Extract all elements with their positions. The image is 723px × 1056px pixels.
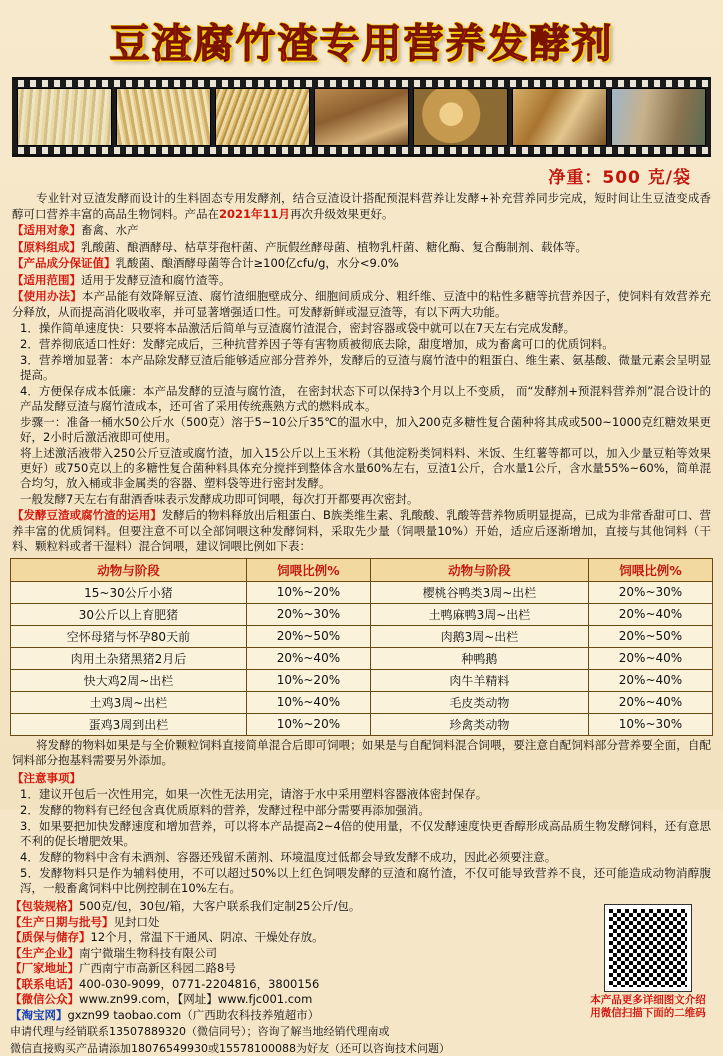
spec-line-target [12, 223, 711, 239]
cell-animal-left: 快大鸡2周~出栏 [11, 669, 247, 691]
cell-animal-right: 毛皮类动物 [370, 691, 588, 713]
hands-holding-feed-photo [314, 88, 409, 146]
table-row [11, 669, 713, 691]
spec-tag-ingredients: 【原料组成】 [12, 240, 81, 254]
table-header-row [11, 558, 713, 581]
cell-ratio-right: 20%~40% [588, 691, 712, 713]
table-row [11, 625, 713, 647]
after-table-note: 将发酵的物料如果是与全价颗粒饲料直接简单混合后即可饲喂；如果是与自配饲料混合饲喂，要注意自配饲料部分营养要全面，自配饲料部分抱基料需要另外添加。 [12, 738, 711, 769]
cell-ratio-right: 20%~40% [588, 603, 712, 625]
note-item: 3．如果要把加快发酵速度和增加营养，可以将本产品提高2~4倍的使用量，不仅发酵速度快更香醇形成高品质生物发酵饲料，还有意思不利的促长增肥效果。 [20, 819, 711, 849]
cell-animal-left: 15~30公斤小猪 [11, 581, 247, 603]
spec-line-scope [12, 273, 711, 289]
photo-filmstrip [12, 77, 711, 157]
col-ratio-right: 饲喂比例% [588, 558, 712, 581]
footer-key-batch: 【生产日期与批号】 [10, 915, 114, 929]
fermented-material-closeup-photo [512, 88, 607, 146]
net-weight: 净重：500 克/袋 [10, 161, 713, 190]
notes-block [10, 771, 713, 897]
cell-ratio-left: 10%~20% [246, 581, 370, 603]
spec-value-composition: 乳酸菌、酿酒酵母菌等合计≥100亿cfu/g，水分<9.0% [116, 256, 399, 270]
footer-value-phone[interactable]: 400-030-9099，0771-2204816，3800156 [79, 977, 319, 991]
cell-animal-left: 30公斤以上育肥猪 [11, 603, 247, 625]
note-item: 5．发酵物料只是作为辅料使用，不可以超过50%以上红色饲喂发酵的豆渣和腐竹渣，不仅可能导致营养不良，还可能造成动物消醇腹泻，一般畜禽饲料中比例控制在10%左右。 [20, 866, 711, 896]
spec-value-ingredients: 乳酸菌、酿酒酵母、枯草芽孢杆菌、产朊假丝酵母菌、植物乳杆菌、糖化酶、复合酶制剂、载体等。 [81, 240, 587, 254]
process-step-3: 一般发酵7天左右有甜酒香味表示发酵成功即可饲喂，每次打开都要再次密封。 [20, 492, 711, 507]
fermented-feed-pile-photo [215, 88, 310, 146]
cell-animal-left: 蛋鸡3周到出栏 [11, 713, 247, 735]
qr-code-icon [605, 905, 691, 991]
table-row [11, 691, 713, 713]
footer-block [10, 899, 713, 1056]
cell-animal-right: 樱桃谷鸭类3周~出栏 [370, 581, 588, 603]
title-band [10, 6, 713, 71]
spec-value-target: 畜禽、水产 [81, 223, 139, 237]
cell-animal-left: 空怀母猪与怀孕80天前 [11, 625, 247, 647]
intro-text-after: 再次升级效果更好。 [290, 207, 394, 221]
footer-key-address: 【厂家地址】 [10, 961, 79, 975]
cell-animal-right: 珍禽类动物 [370, 713, 588, 735]
qr-area [589, 905, 707, 1020]
cell-ratio-left: 10%~20% [246, 713, 370, 735]
usage-step-1: 1．操作简单速度快：只要将本品激活后简单与豆渣腐竹渣混合，密封容器或袋中就可以在7天左右完成发酵。 [20, 321, 711, 336]
page-title: 豆渣腐竹渣专用营养发酵剂 [10, 12, 713, 69]
cell-ratio-right: 10%~30% [588, 713, 712, 735]
spec-line-ingredients [12, 240, 711, 256]
table-row [11, 647, 713, 669]
application-tag: 【发酵豆渣或腐竹渣的运用】 [12, 508, 162, 522]
footer-value-shelflife: 12个月，常温下干通风、阴凉、干燥处存放。 [91, 930, 324, 944]
spec-tag-scope: 【适用范围】 [12, 273, 81, 287]
cell-ratio-left: 10%~40% [246, 691, 370, 713]
intro-text-before: 专业针对豆渣发酵而设计的生料固态专用发酵剂，结合豆渣设计搭配预混料营养让发酵+补充营养同步完成，短时间让生豆渣变成香醇可口营养丰富的高品生物饲料。产品在 [12, 191, 711, 221]
livestock-feeding-photo [611, 88, 706, 146]
usage-step-2: 2．营养彻底适口性好：发酵完成后，三种抗营养因子等有害物质被彻底去除，甜度增加，成为畜禽可口的优质饲料。 [20, 337, 711, 352]
usage-tag: 【使用办法】 [12, 289, 82, 303]
cell-animal-right: 肉牛羊精料 [370, 669, 588, 691]
agent-contact-line-1: 申请代理与经销联系13507889320（微信同号）；咨询了解当地经销代理南或 [10, 1025, 713, 1040]
agent-contact-line-2: 微信直接购买产品请添加18076549930或15578100088为好友（还可以咨询技术问题） [10, 1042, 713, 1056]
footer-value-manufacturer: 南宁微瑞生物科技有限公司 [79, 946, 217, 960]
col-animal-stage-left: 动物与阶段 [11, 558, 247, 581]
note-item: 4．发酵的物料中含有未酒剂、容器还残留禾菌剂、环境温度过低都会导致发酵不成功，因此必须要注意。 [20, 850, 711, 865]
cell-animal-left: 土鸡3周~出栏 [11, 691, 247, 713]
spec-value-scope: 适用于发酵豆渣和腐竹渣等。 [81, 273, 231, 287]
intro-paragraph [12, 191, 711, 222]
qr-caption: 本产品更多详细图文介绍用微信扫描下面的二维码 [589, 994, 707, 1020]
footer-key-package: 【包装规格】 [10, 899, 79, 913]
cell-animal-left: 肉用土杂猪黑猪2月后 [11, 647, 247, 669]
soy-pulp-shreds-photo [116, 88, 211, 146]
feed-in-basin-photo [413, 88, 508, 146]
usage-step-3: 3．营养增加显著：本产品除发酵豆渣后能够适应部分营养外，发酵后的豆渣与腐竹渣中的粗蛋白、维生素、氨基酸、微量元素会呈明显提高。 [20, 353, 711, 383]
spec-tag-target: 【适用对象】 [12, 223, 81, 237]
footer-key-website: 【微信公众】 [10, 992, 79, 1006]
process-step-2: 将上述激活液带入250公斤豆渣或腐竹渣，加入15公斤以上玉米粉（其他淀粉类饲料料、米饭、生红薯等都可以，加入少量豆粕等效果更好）或750克以上的多糖性复合菌种料具体充分搅拌到整体含水量60%左右，豆渣1公斤，合水量1公斤，含水量55%~60%，简单混合均匀，放入桶或非金属类的容器、塑料袋等进行密封发酵。 [20, 446, 711, 491]
cell-ratio-right: 20%~40% [588, 647, 712, 669]
note-item: 2．发酵的物料有已经包含真优质原料的营养，发酵过程中部分需要再添加强消。 [20, 803, 711, 818]
usage-step-4: 4．方便保存成本低廉：本产品发酵的豆渣与腐竹渣， 在密封状态下可以保持3个月以上不变质， 而“发酵剂+预混料营养剂”混合设计的产品发酵豆渣与腐竹渣成本，还可省了采用传统燕熟方式的燃料成本。 [20, 384, 711, 414]
spec-tag-composition: 【产品成分保证值】 [12, 256, 116, 270]
cell-animal-right: 土鸭麻鸭3周~出栏 [370, 603, 588, 625]
footer-key-manufacturer: 【生产企业】 [10, 946, 79, 960]
footer-value-address: 广西南宁市高新区科园二路8号 [79, 961, 236, 975]
cell-ratio-left: 20%~40% [246, 647, 370, 669]
cell-ratio-right: 20%~40% [588, 669, 712, 691]
table-row [11, 713, 713, 735]
cell-ratio-left: 10%~20% [246, 669, 370, 691]
note-item: 1．建议开包后一次性用完，如果一次性无法用完，请溶于水中采用塑料容器液体密封保存。 [20, 787, 711, 802]
footer-value-package: 500克/包，30包/箱，大客户联系我们定制25公斤/包。 [79, 899, 360, 913]
footer-value-website[interactable]: www.zn99.com，【网址】www.fjc001.com [79, 992, 312, 1006]
feeding-ratio-table [10, 558, 713, 736]
col-ratio-left: 饲喂比例% [246, 558, 370, 581]
table-row [11, 581, 713, 603]
process-step-1: 步骤一：准备一桶水50公斤水（500克）溶于5~10公斤35℃的温水中，加入200克多糖性复合菌种将其成或500~1000克红糖效果更好，2小时后激活液即可使用。 [20, 415, 711, 445]
notes-title [12, 771, 711, 787]
footer-value-batch: 见封口处 [114, 915, 160, 929]
footer-value-taobao[interactable]: gxzn99 taobao.com（广西助农科技养殖超市） [68, 1008, 320, 1022]
footer-key-phone: 【联系电话】 [10, 977, 79, 991]
table-row [11, 603, 713, 625]
cell-animal-right: 种鸭鹅 [370, 647, 588, 669]
usage-text: 本产品能有效降解豆渣、腐竹渣细胞壁成分、细胞间质成分、粗纤维、豆渣中的粘性多糖等抗营养因子，使饲料有效营养充分释放，从而提高消化吸收率，并可显著增强适口性。可发酵新鲜或湿豆渣等，有以下两大功能。 [12, 289, 711, 319]
spec-line-composition [12, 256, 711, 272]
notes-tag: 【注意事项】 [12, 771, 81, 785]
cell-ratio-left: 20%~30% [246, 603, 370, 625]
cell-animal-right: 肉鹅3周~出栏 [370, 625, 588, 647]
cell-ratio-left: 20%~50% [246, 625, 370, 647]
application-text: 发酵后的物料释放出后粗蛋白、B族类维生素、乳酸酸、乳酸等营养物质明显提高，已成为非常香甜可口、营养丰富的优质饲料。但要注意不可以全部饲喂这种发酵饲料，采取先少量（饲喂量10%）开始，适应后逐渐增加，直接与其他饲料（干料、颗粒料或者干湿料）混合饲喂，建议饲喂比例如下表： [12, 508, 711, 553]
cell-ratio-right: 20%~50% [588, 625, 712, 647]
footer-key-taobao: 【淘宝网】 [10, 1008, 68, 1022]
col-animal-stage-right: 动物与阶段 [370, 558, 588, 581]
cell-ratio-right: 20%~30% [588, 581, 712, 603]
usage-block [12, 289, 711, 320]
footer-key-shelflife: 【质保与储存】 [10, 930, 91, 944]
okara-dry-flakes-photo [17, 88, 112, 146]
intro-highlight-date: 2021年11月 [219, 207, 290, 221]
application-block [12, 508, 711, 555]
